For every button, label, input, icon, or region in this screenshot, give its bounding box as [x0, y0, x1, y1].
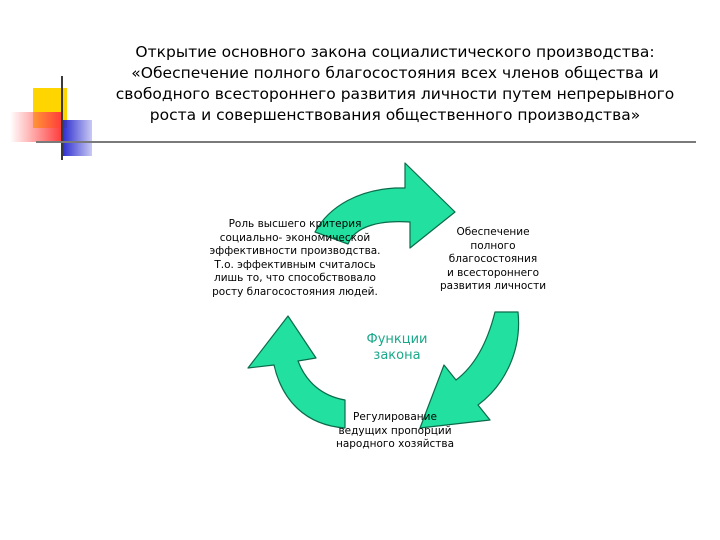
center-label-line-1: Функции: [366, 332, 428, 347]
function-label-criterion: [205, 218, 385, 299]
label-line: развития личности: [439, 280, 547, 292]
cycle-arrow-left: [248, 316, 345, 428]
label-line: лишь то, что способствовало: [214, 272, 376, 284]
center-label-line-2: закона: [373, 348, 421, 363]
label-line: Обеспечение: [456, 226, 530, 238]
label-line: благосостояния: [448, 253, 538, 265]
function-label-wellbeing: [436, 226, 550, 294]
label-line: полного: [470, 239, 516, 252]
label-line: Т.о. эффективным считалось: [214, 258, 376, 271]
label-line: росту благосостояния людей.: [212, 285, 378, 298]
label-line: и всестороннего: [446, 266, 540, 279]
label-line: народного хозяйства: [335, 438, 455, 450]
title-line-2: «Обеспечение полного благосостояния всех членов общества и: [131, 64, 659, 82]
function-label-regulation: [332, 411, 458, 452]
title-line-3: свободного всестороннего развития личности путем непрерывного: [115, 85, 675, 103]
title-line-4: роста и совершенствования общественного производства»: [149, 106, 641, 124]
center-label: [352, 332, 442, 364]
label-line: ведущих пропорций: [338, 424, 452, 437]
label-line: социально- экономической: [219, 231, 371, 244]
title-line-1: Открытие основного закона социалистического производства:: [135, 43, 655, 61]
label-line: эффективности производства.: [209, 245, 381, 257]
label-line: Регулирование: [353, 411, 437, 423]
label-line: Роль высшего критерия: [228, 218, 362, 230]
